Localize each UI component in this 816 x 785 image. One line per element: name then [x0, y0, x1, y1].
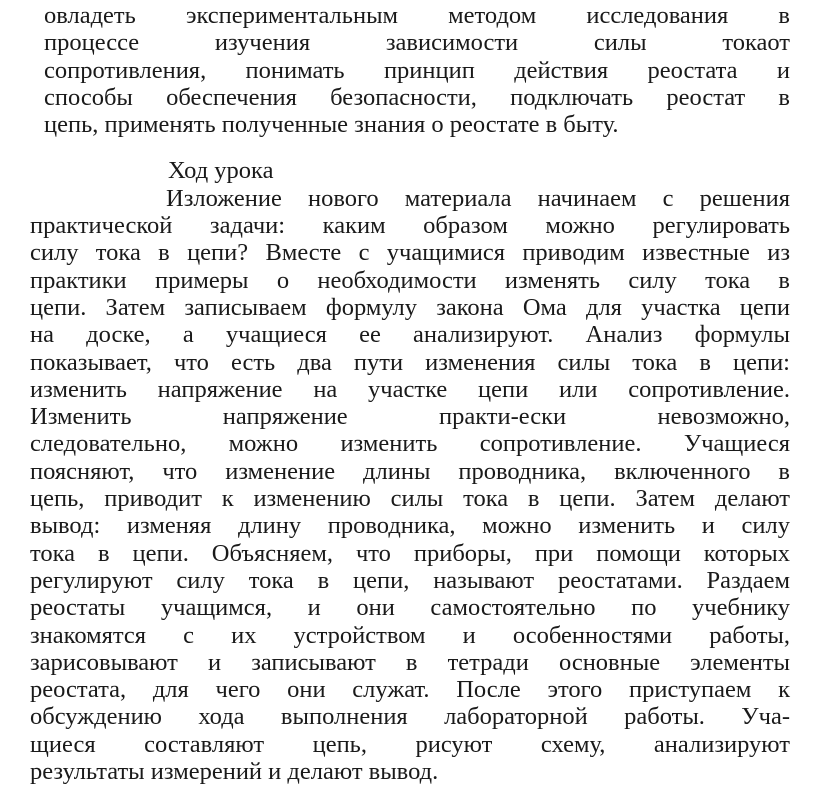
- body-line: тока в цепи. Объясняем, что приборы, при помощи которых: [30, 539, 790, 567]
- spacer: [30, 138, 790, 157]
- body-line: показывает, что есть два пути изменения силы тока в цепи:: [30, 348, 790, 376]
- body-line: Изложение нового материала начинаем с решения: [166, 184, 790, 212]
- body-line: изменить напряжение на участке цепи или сопротивление.: [30, 375, 790, 403]
- document-page: [30, 2, 790, 785]
- intro-line: сопротивления, понимать принцип действия реостата и: [44, 56, 790, 84]
- body-line: знакомятся с их устройством и особенностями работы,: [30, 621, 790, 649]
- body-line: следовательно, можно изменить сопротивление. Учащиеся: [30, 430, 790, 458]
- body-line: вывод: изменяя длину проводника, можно изменить и силу: [30, 512, 790, 540]
- body-line: цепь, приводит к изменению силы тока в цепи. Затем делают: [30, 485, 790, 513]
- intro-line: овладеть экспериментальным методом исследования в: [44, 2, 790, 29]
- section-heading: Ход урока: [168, 157, 274, 185]
- body-line: цепи. Затем записываем формулу закона Ома для участка цепи: [30, 293, 790, 321]
- body-line: поясняют, что изменение длины проводника, включенного в: [30, 457, 790, 485]
- body-line: зарисовывают и записывают в тетради основные элементы: [30, 648, 790, 676]
- body-line: результаты измерений и делают вывод.: [30, 758, 439, 785]
- body-line: щиеся составляют цепь, рисуют схему, анализируют: [30, 730, 790, 758]
- body-line: реостата, для чего они служат. После этого приступаем к: [30, 676, 790, 704]
- body-line: силу тока в цепи? Вместе с учащимися приводим известные из: [30, 239, 790, 267]
- body-line: Изменить напряжение практи-ески невозможно,: [30, 403, 790, 431]
- intro-line: способы обеспечения безопасности, подключать реостат в: [44, 83, 790, 111]
- body-line: обсуждению хода выполнения лабораторной работы. Уча-: [30, 703, 790, 731]
- body-line: реостаты учащимся, и они самостоятельно по учебнику: [30, 594, 790, 622]
- body-line: практики примеры о необходимости изменять силу тока в: [30, 266, 790, 294]
- body-line: регулируют силу тока в цепи, называют реостатами. Раздаем: [30, 566, 790, 594]
- intro-line: цепь, применять полученные знания о реостате в быту.: [44, 111, 619, 139]
- body-line: практической задачи: каким образом можно регулировать: [30, 212, 790, 240]
- intro-line: процессе изучения зависимости силы токаот: [44, 29, 790, 57]
- body-line: на доске, а учащиеся ее анализируют. Анализ формулы: [30, 321, 790, 349]
